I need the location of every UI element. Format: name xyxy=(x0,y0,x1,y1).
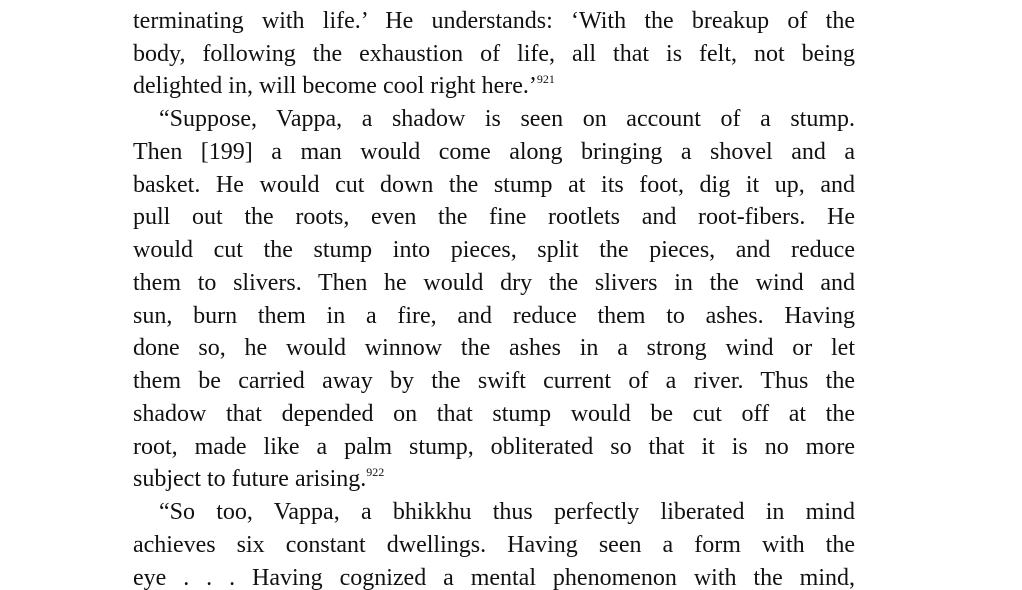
paragraph-continuation xyxy=(133,0,855,103)
text-line-content: subject to future arising. xyxy=(133,466,367,493)
text-line: root, made like a palm stump, obliterated so that it is no more xyxy=(133,433,855,460)
text-line: shadow that depended on that stump would be cut off at the xyxy=(133,400,855,427)
text-line: them be carried away by the swift current of a river. Thus the xyxy=(133,368,855,394)
text-line: pull out the roots, even the fine rootlets and root-fibers. He xyxy=(133,204,855,231)
text-line: body, following the exhaustion of life, all that is felt, not being xyxy=(133,40,855,67)
text-line: them to slivers. Then he would dry the slivers in the wind and xyxy=(133,269,855,296)
footnote-marker[interactable]: 921 xyxy=(536,72,555,87)
text-line: terminating with life.’ He understands: ‘With the breakup of the xyxy=(133,7,855,34)
text-line: done so, he would winnow the ashes in a strong wind or let xyxy=(133,335,855,362)
text-line: basket. He would cut down the stump at its foot, dig it up, and xyxy=(133,171,855,198)
paragraph-six-dwellings xyxy=(133,496,855,590)
text-line-first: “So too, Vappa, a bhikkhu thus perfectly liberated in mind xyxy=(159,499,855,525)
text-line-last xyxy=(133,463,855,496)
footnote-marker[interactable]: 922 xyxy=(366,465,385,480)
text-line: sun, burn them in a fire, and reduce them to ashes. Having xyxy=(133,302,855,329)
body-text xyxy=(133,0,855,590)
text-line: Then [199] a man would come along bringing a shovel and a xyxy=(133,138,855,165)
text-line: would cut the stump into pieces, split the pieces, and reduce xyxy=(133,237,855,263)
text-line: achieves six constant dwellings. Having seen a form with the xyxy=(133,531,855,558)
text-line: eye . . . Having cognized a mental phenomenon with the mind, xyxy=(133,564,855,590)
text-line-content: delighted in, will become cool right here.’ xyxy=(133,73,537,100)
paragraph-shadow-simile xyxy=(133,103,855,496)
text-line-last xyxy=(133,70,855,103)
text-line-first: “Suppose, Vappa, a shadow is seen on account of a stump. xyxy=(159,106,855,132)
